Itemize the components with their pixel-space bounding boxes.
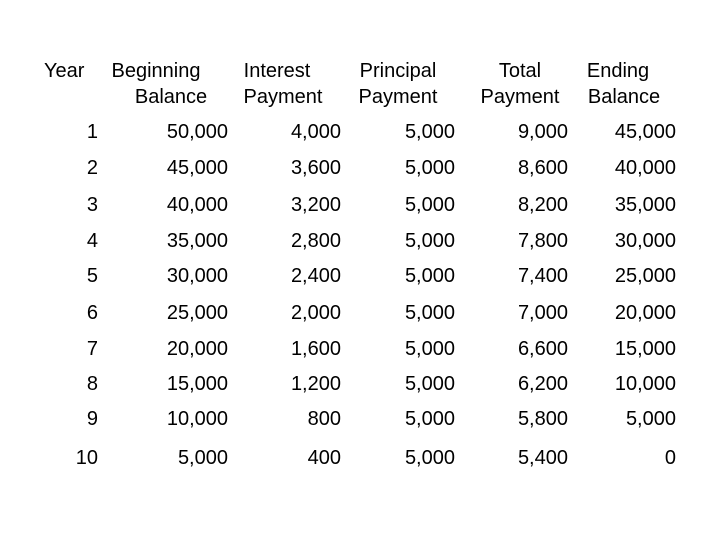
table-cell: 45,000 [166, 157, 228, 179]
year-cell: 3 [86, 194, 98, 216]
table-cell: 7,400 [517, 265, 568, 287]
table-cell: 30,000 [166, 265, 228, 287]
table-cell: 30,000 [614, 230, 676, 252]
table-cell: 7,800 [517, 230, 568, 252]
table-cell: 8,200 [517, 194, 568, 216]
table-cell: 5,400 [517, 447, 568, 469]
header-total-payment: Total Payment [480, 60, 560, 108]
table-cell: 35,000 [614, 194, 676, 216]
table-cell: 20,000 [614, 302, 676, 324]
table-cell: 8,600 [517, 157, 568, 179]
table-cell: 5,000 [404, 408, 455, 430]
table-cell: 40,000 [614, 157, 676, 179]
table-cell: 25,000 [166, 302, 228, 324]
table-cell: 2,000 [290, 302, 341, 324]
table-cell: 1,200 [290, 373, 341, 395]
table-cell: 35,000 [166, 230, 228, 252]
table-cell: 5,000 [404, 447, 455, 469]
table-cell: 5,000 [404, 230, 455, 252]
table-cell: 4,000 [290, 121, 341, 143]
year-cell: 1 [86, 121, 98, 143]
header-ending-balance: Ending Balance [586, 60, 661, 108]
table-cell: 5,000 [177, 447, 228, 469]
table-cell: 10,000 [614, 373, 676, 395]
table-cell: 45,000 [614, 121, 676, 143]
year-cell: 6 [86, 302, 98, 324]
table-cell: 5,000 [404, 373, 455, 395]
year-cell: 8 [86, 373, 98, 395]
table-cell: 50,000 [166, 121, 228, 143]
table-cell: 0 [664, 447, 676, 469]
year-cell: 5 [86, 265, 98, 287]
table-cell: 15,000 [614, 338, 676, 360]
table-cell: 2,800 [290, 230, 341, 252]
table-cell: 5,000 [404, 265, 455, 287]
table-cell: 2,400 [290, 265, 341, 287]
year-cell: 2 [86, 157, 98, 179]
table-cell: 6,200 [517, 373, 568, 395]
year-cell: 10 [75, 447, 98, 469]
table-cell: 40,000 [166, 194, 228, 216]
header-year: Year [44, 60, 85, 82]
table-cell: 5,000 [625, 408, 676, 430]
year-cell: 4 [86, 230, 98, 252]
year-cell: 7 [86, 338, 98, 360]
table-cell: 3,600 [290, 157, 341, 179]
table-cell: 6,600 [517, 338, 568, 360]
table-cell: 3,200 [290, 194, 341, 216]
table-cell: 15,000 [166, 373, 228, 395]
table-cell: 20,000 [166, 338, 228, 360]
table-cell: 5,000 [404, 121, 455, 143]
table-cell: 5,800 [517, 408, 568, 430]
table-cell: 400 [307, 447, 341, 469]
table-cell: 5,000 [404, 194, 455, 216]
header-interest-payment: Interest Payment [243, 60, 323, 108]
table-cell: 25,000 [614, 265, 676, 287]
table-cell: 5,000 [404, 157, 455, 179]
table-cell: 5,000 [404, 302, 455, 324]
table-cell: 1,600 [290, 338, 341, 360]
table-cell: 10,000 [166, 408, 228, 430]
table-cell: 9,000 [517, 121, 568, 143]
table-cell: 7,000 [517, 302, 568, 324]
header-beginning-balance: Beginning Balance [111, 60, 208, 108]
year-cell: 9 [86, 408, 98, 430]
table-cell: 800 [307, 408, 341, 430]
table-cell: 5,000 [404, 338, 455, 360]
header-principal-payment: Principal Payment [358, 60, 438, 108]
